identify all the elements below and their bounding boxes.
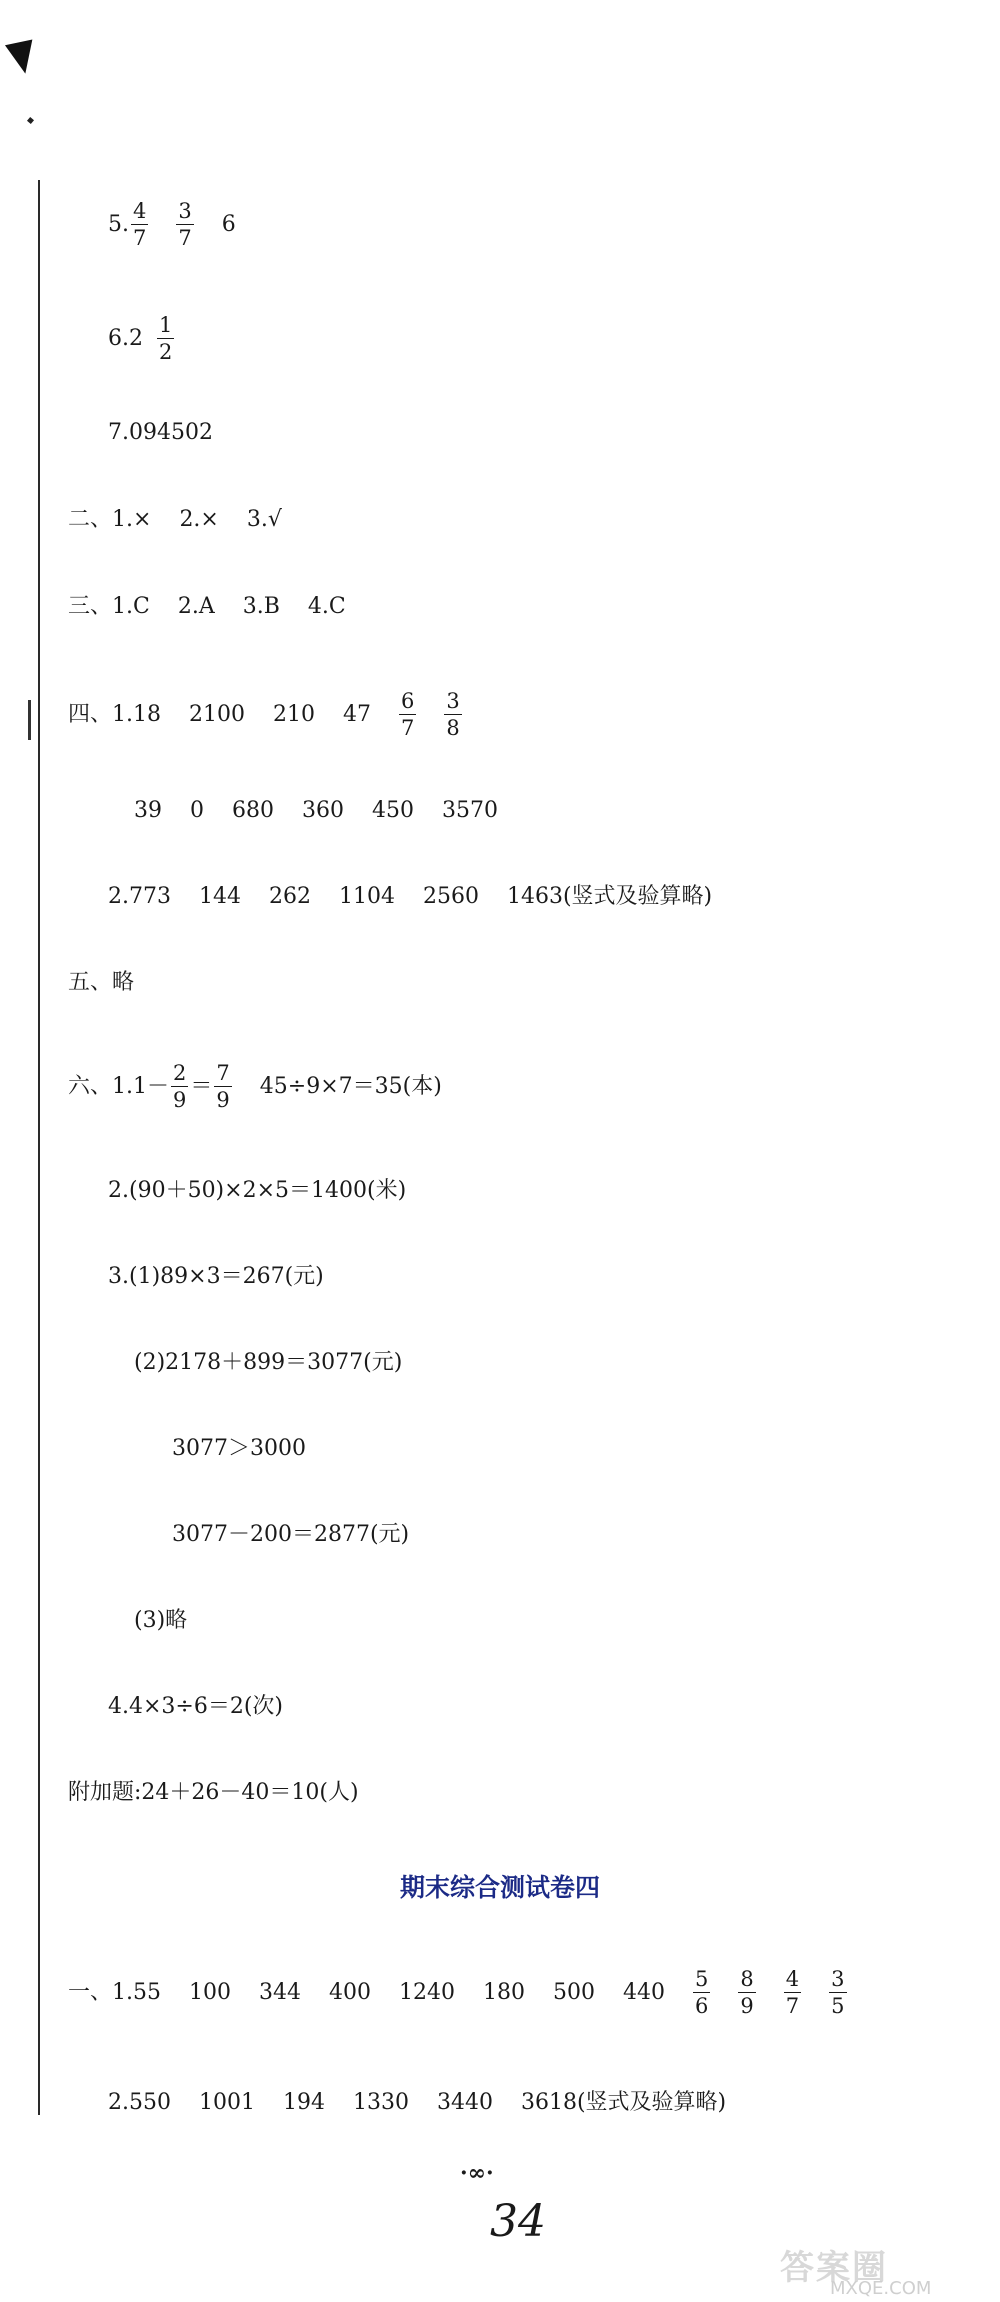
- answer-section-5: [68, 968, 134, 998]
- answer-value: 2.×: [179, 507, 219, 532]
- numerator: 3: [831, 1967, 845, 1991]
- answer-bonus: [68, 1778, 359, 1808]
- answer-value: 0: [190, 798, 204, 823]
- answer-value: 3.(1)89×3＝267(元): [108, 1264, 324, 1289]
- answer-value: 344: [259, 1979, 301, 2005]
- answer-line-comparison: [172, 1434, 306, 1464]
- answer-line-4-continued: [134, 796, 498, 826]
- answer-value: 1463(竖式及验算略): [506, 884, 713, 909]
- answer-line-subtraction: [172, 1520, 409, 1550]
- answer-value: 6: [221, 211, 236, 237]
- answer-value: 2.550: [108, 2090, 171, 2115]
- answer-line-5: [108, 198, 236, 251]
- numerator: 3: [446, 689, 460, 713]
- fraction: [176, 198, 193, 251]
- answer-value: 1104: [338, 884, 395, 909]
- answer-value: 1240: [399, 1979, 455, 2005]
- answer-value: 360: [302, 798, 344, 823]
- answer-section-2: [68, 505, 282, 535]
- denominator: 7: [178, 226, 192, 250]
- answer-value: 194: [282, 2090, 325, 2115]
- answer-line-7: [108, 418, 213, 448]
- answer-value: 二、1.×: [68, 507, 152, 532]
- answer-value: 1330: [352, 2090, 409, 2115]
- fraction: [829, 1966, 846, 2019]
- answer-value: 39: [134, 798, 162, 823]
- answer-value: 4.C: [307, 594, 346, 619]
- denominator: 8: [446, 716, 460, 740]
- denominator: 7: [133, 226, 147, 250]
- answer-value: 3440: [436, 2090, 493, 2115]
- answer-line-6: [108, 312, 174, 365]
- answer-section-6: [68, 1060, 442, 1113]
- fraction: [131, 198, 148, 251]
- fraction: [214, 1060, 231, 1113]
- answer-value: 3077＞3000: [172, 1436, 306, 1461]
- numerator: 1: [159, 313, 173, 337]
- answer-value: 47: [343, 701, 371, 727]
- answer-value: 2.A: [177, 594, 215, 619]
- denominator: 6: [695, 1994, 709, 2018]
- fraction: [693, 1966, 710, 2019]
- denominator: 9: [740, 1994, 754, 2018]
- answer-value: 180: [483, 1979, 525, 2005]
- fraction: [171, 1060, 188, 1113]
- answer-value: 680: [232, 798, 274, 823]
- fraction: [784, 1966, 801, 2019]
- answer-value: 500: [553, 1979, 595, 2005]
- answer-value: 3.√: [246, 507, 282, 532]
- answer-label: 5.: [108, 211, 129, 237]
- handwritten-page-number: 34: [490, 2196, 546, 2247]
- denominator: 2: [159, 340, 173, 364]
- corner-triangle-mark: [5, 39, 39, 76]
- binding-margin-line: [38, 180, 40, 2115]
- answer-value: 3618(竖式及验算略): [520, 2090, 727, 2115]
- denominator: 9: [173, 1088, 187, 1112]
- footer-ornament: ·∞·: [460, 2160, 494, 2186]
- answer-value: 262: [268, 884, 311, 909]
- answer-line-4-2: [108, 882, 712, 912]
- answer-line-6-3-3: [134, 1606, 187, 1636]
- answer-value: 1001: [198, 2090, 255, 2115]
- answer-value: (2)2178＋899＝3077(元): [134, 1350, 403, 1375]
- numerator: 4: [785, 1967, 800, 1991]
- fraction: [444, 688, 461, 741]
- watermark-url: MXQE.COM: [830, 2278, 932, 2299]
- denominator: 7: [401, 716, 415, 740]
- fraction: [738, 1966, 755, 2019]
- margin-tick-mark: [28, 700, 31, 740]
- answer-value: (3)略: [134, 1608, 188, 1633]
- answer-value: 2560: [422, 884, 479, 909]
- answer-value: 144: [198, 884, 241, 909]
- answer-value: 440: [623, 1979, 665, 2005]
- denominator: 9: [216, 1088, 230, 1112]
- answer-line-test4-2: [108, 2088, 726, 2118]
- answer-value: 三、1.C: [68, 594, 150, 619]
- answer-value: 四、1.18: [68, 701, 161, 727]
- answer-value: 2100: [189, 701, 245, 727]
- numerator: 2: [173, 1061, 187, 1085]
- numerator: 7: [216, 1061, 230, 1085]
- answer-value: 400: [329, 1979, 371, 2005]
- numerator: 3: [178, 199, 192, 223]
- numerator: 8: [740, 1967, 754, 1991]
- fraction: [399, 688, 416, 741]
- answer-section-4: [68, 688, 462, 741]
- numerator: 5: [695, 1967, 709, 1991]
- answer-value: 4.4×3÷6＝2(次): [108, 1694, 284, 1719]
- answer-label: 6.2: [108, 325, 143, 351]
- answer-value: 45÷9×7＝35(本): [259, 1073, 442, 1099]
- corner-dot-mark: [27, 117, 34, 124]
- denominator: 7: [785, 1994, 800, 2018]
- answer-value: 7.094502: [108, 420, 213, 445]
- denominator: 5: [831, 1994, 845, 2018]
- section-title: 期末综合测试卷四: [399, 1873, 600, 1902]
- numerator: 4: [133, 199, 147, 223]
- watermark-logo: 答案圈: [780, 2248, 888, 2288]
- answer-value: 附加题:24＋26－40＝10(人): [68, 1780, 359, 1805]
- answer-value: 210: [273, 701, 315, 727]
- answer-value: 五、略: [68, 970, 135, 995]
- answer-section-1-test4: [68, 1966, 847, 2019]
- answer-value: 2.(90＋50)×2×5＝1400(米): [108, 1178, 407, 1203]
- answer-value: 3077－200＝2877(元): [172, 1522, 410, 1547]
- answer-value: 3570: [442, 798, 498, 823]
- answer-value: 450: [372, 798, 414, 823]
- answer-line-6-2: [108, 1176, 406, 1206]
- answer-value: 六、1.1－: [68, 1073, 169, 1099]
- answer-section-3: [68, 592, 346, 622]
- answer-line-6-3: [108, 1262, 324, 1292]
- answer-value: 3.B: [242, 594, 280, 619]
- answer-value: 一、1.55: [68, 1979, 161, 2005]
- fraction: [157, 312, 174, 365]
- answer-line-6-4: [108, 1692, 283, 1722]
- answer-value: 2.773: [108, 884, 171, 909]
- answer-value: 100: [189, 1979, 231, 2005]
- equals-sign: ＝: [190, 1073, 213, 1099]
- numerator: 6: [401, 689, 415, 713]
- answer-line-6-3-2: [134, 1348, 402, 1378]
